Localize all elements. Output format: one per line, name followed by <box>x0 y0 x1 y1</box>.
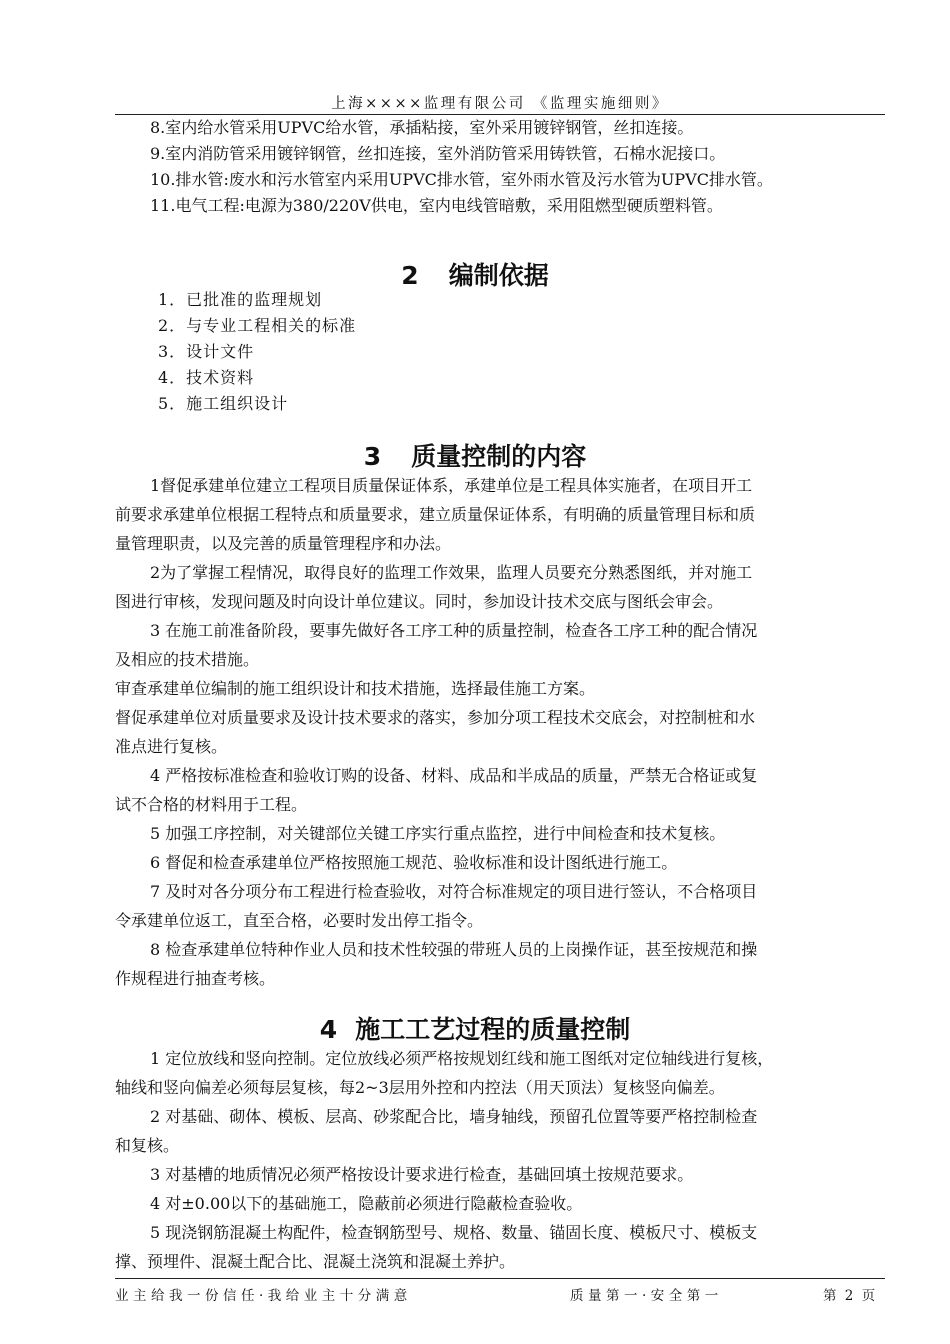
quality-line: 3 在施工前准备阶段，要事先做好各工序工种的质量控制，检查各工序工种的配合情况 <box>150 621 758 640</box>
section-2-number: 2 <box>401 261 419 290</box>
quality-line: 前要求承建单位根据工程特点和质量要求，建立质量保证体系，有明确的质量管理目标和质 <box>115 505 756 524</box>
process-line: 4 对±0.00以下的基础施工，隐蔽前必须进行隐蔽检查验收。 <box>150 1194 583 1213</box>
process-line: 2 对基础、砌体、模板、层高、砂浆配合比，墙身轴线，预留孔位置等要严格控制检查 <box>150 1107 758 1126</box>
quality-line: 及相应的技术措施。 <box>115 650 260 669</box>
quality-line: 6 督促和检查承建单位严格按照施工规范、验收标准和设计图纸进行施工。 <box>150 853 678 872</box>
basis-item-3: 3．设计文件 <box>158 342 255 361</box>
process-line: 和复核。 <box>115 1136 180 1155</box>
process-line: 轴线和竖向偏差必须每层复核，每2~3层用外控和内控法（用天顶法）复核竖向偏差。 <box>115 1078 725 1097</box>
intro-item-8: 8.室内给水管采用UPVC给水管，承插粘接，室外采用镀锌钢管，丝扣连接。 <box>150 118 694 137</box>
quality-line: 督促承建单位对质量要求及设计技术要求的落实，参加分项工程技术交底会，对控制桩和水 <box>115 708 756 727</box>
quality-line: 试不合格的材料用于工程。 <box>115 795 308 814</box>
basis-item-5: 5．施工组织设计 <box>158 394 289 413</box>
quality-line: 5 加强工序控制，对关键部位关键工序实行重点监控，进行中间检查和技术复核。 <box>150 824 726 843</box>
quality-line: 8 检查承建单位特种作业人员和技术性较强的带班人员的上岗操作证，甚至按规范和操 <box>150 940 758 959</box>
section-4-heading <box>0 1010 950 1046</box>
quality-line: 7 及时对各分项分布工程进行检查验收，对符合标准规定的项目进行签认，不合格项目 <box>150 882 758 901</box>
page-number: 第 2 页 <box>823 1288 878 1304</box>
quality-line: 图进行审核，发现问题及时向设计单位建议。同时，参加设计技术交底与图纸会审会。 <box>115 592 724 611</box>
quality-line: 量管理职责，以及完善的质量管理程序和办法。 <box>115 534 452 553</box>
basis-item-2: 2．与专业工程相关的标准 <box>158 316 357 335</box>
quality-line: 2为了掌握工程情况，取得良好的监理工作效果，监理人员要充分熟悉图纸，并对施工 <box>150 563 753 582</box>
section-3-heading <box>0 437 950 473</box>
process-line: 5 现浇钢筋混凝土构配件，检查钢筋型号、规格、数量、锚固长度、模板尺寸、模板支 <box>150 1223 758 1242</box>
quality-line: 1督促承建单位建立工程项目质量保证体系，承建单位是工程具体实施者，在项目开工 <box>150 476 753 495</box>
section-2-heading <box>0 256 950 292</box>
basis-item-1: 1．已批准的监理规划 <box>158 290 323 309</box>
process-line: 3 对基槽的地质情况必须严格按设计要求进行检查，基础回填土按规范要求。 <box>150 1165 694 1184</box>
process-line: 撑、预埋件、混凝土配合比、混凝土浇筑和混凝土养护。 <box>115 1252 516 1271</box>
quality-line: 令承建单位返工，直至合格，必要时发出停工指令。 <box>115 911 484 930</box>
section-2-title: 编制依据 <box>448 261 549 290</box>
intro-item-11: 11.电气工程:电源为380/220V供电，室内电线管暗敷，采用阻燃型硬质塑料管。 <box>150 196 723 215</box>
section-3-number: 3 <box>363 442 382 471</box>
page-header: 上海××××监理有限公司 《监理实施细则》 <box>331 96 669 112</box>
quality-line: 作规程进行抽查考核。 <box>115 969 276 988</box>
quality-line: 4 严格按标准检查和验收订购的设备、材料、成品和半成品的质量，严禁无合格证或复 <box>150 766 758 785</box>
intro-item-10: 10.排水管:废水和污水管室内采用UPVC排水管，室外雨水管及污水管为UPVC排水管。 <box>150 170 773 189</box>
section-3-title: 质量控制的内容 <box>411 442 587 471</box>
process-line: 1 定位放线和竖向控制。定位放线必须严格按规划红线和施工图纸对定位轴线进行复核， <box>150 1049 774 1068</box>
section-4-number: 4 <box>319 1015 338 1044</box>
header-rule <box>115 114 885 115</box>
intro-item-9: 9.室内消防管采用镀锌钢管，丝扣连接，室外消防管采用铸铁管，石棉水泥接口。 <box>150 144 726 163</box>
section-4-title: 施工工艺过程的质量控制 <box>355 1015 631 1044</box>
quality-line: 审查承建单位编制的施工组织设计和技术措施，选择最佳施工方案。 <box>115 679 596 698</box>
footer-motto: 质量第一·安全第一 <box>570 1288 723 1304</box>
quality-line: 准点进行复核。 <box>115 737 228 756</box>
basis-item-4: 4．技术资料 <box>158 368 255 387</box>
footer-slogan: 业主给我一份信任·我给业主十分满意 <box>115 1288 412 1304</box>
footer-rule <box>115 1278 885 1279</box>
